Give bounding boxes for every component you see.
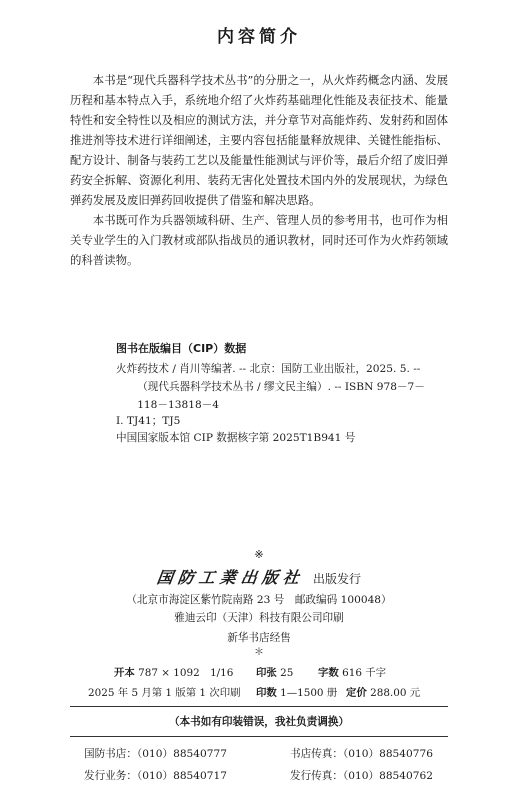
distributor-line: 新华书店经售 [227, 632, 291, 644]
contact-bookstore-fax [290, 746, 433, 761]
contact-label: 书店传真： [290, 748, 343, 760]
publisher-logo: 国防工業出版社 [155, 568, 306, 587]
small-star: ＊ [254, 647, 264, 658]
sheets-label: 印张 [256, 667, 277, 679]
sheets-value: 25 [280, 667, 294, 679]
section-star: ※ [254, 548, 264, 561]
price-label: 定价 [346, 687, 367, 699]
page-title: 内容简介 [217, 27, 301, 47]
contact-label: 发行业务： [84, 770, 137, 782]
contact-value: （010）88540776 [342, 748, 433, 760]
contact-label: 发行传真： [290, 770, 343, 782]
edition-line: 2025 年 5 月第 1 版第 1 次印刷 [88, 687, 241, 699]
divider-top [70, 706, 448, 707]
contact-bookstore [84, 746, 227, 761]
words-label: 字数 [318, 667, 339, 679]
cip-record-text: 火炸药技术 / 肖川等编著. -- 北京：国防工业出版社，2025. 5. --（现代兵器科学技术丛书 / 缪文民主编）. -- ISBN 978－7－118－13818－4 [116, 363, 425, 411]
contact-distribution-fax [290, 768, 433, 783]
intro-text [70, 70, 448, 270]
print-value: 1—1500 册 [280, 687, 338, 699]
contact-value: （010）88540777 [136, 748, 227, 760]
contact-value: （010）88540717 [136, 770, 227, 782]
contact-distribution [84, 768, 227, 783]
format-value: 787 × 1092 1/16 [138, 667, 234, 679]
print-label: 印数 [256, 687, 277, 699]
format-label: 开本 [114, 667, 135, 679]
notice-text: （本书如有印装错误，我社负责调换） [168, 716, 350, 728]
cip-verify-number: 中国国家版本馆 CIP 数据核字第 2025T1B941 号 [116, 432, 356, 444]
publisher-suffix: 出版发行 [313, 572, 362, 586]
price-value: 288.00 元 [370, 687, 421, 699]
cip-heading: 图书在版编目（CIP）数据 [116, 342, 247, 355]
words-value: 616 千字 [342, 667, 387, 679]
printer-line: 雅迪云印（天津）科技有限公司印刷 [174, 612, 344, 624]
cip-record [116, 360, 426, 414]
publisher-row [0, 565, 518, 588]
intro-paragraph-1: 本书是“现代兵器科学技术丛书”的分册之一，从火炸药概念内涵、发展历程和基本特点入手，系统地介绍了火炸药基础理化性能及表征技术、能量特性和安全特性以及相应的测试方法，并分章节对高能炸药、发射药和固体推进剂等技术进行详细阐述，主要内容包括能量释放规律、关键性能指标、配方设计、制备与装药工艺以及能量性能测试与评价等，最后介绍了废旧弹药安全拆解、资源化利用、装药无害化处置技术国内外的发展现状，为绿色弹药发展及废旧弹药回收提供了借鉴和解决思路。 [70, 73, 448, 207]
cip-classification: Ⅰ. TJ41；TJ5 [116, 415, 181, 427]
divider-bottom [70, 736, 448, 737]
publisher-address: （北京市海淀区紫竹院南路 23 号 邮政编码 100048） [126, 594, 392, 606]
contact-label: 国防书店： [84, 748, 137, 760]
contact-value: （010）88540762 [342, 770, 433, 782]
intro-paragraph-2: 本书既可作为兵器领域科研、生产、管理人员的参考用书，也可作为相关专业学生的入门教材或部队指战员的通识教材，同时还可作为火炸药领域的科普读物。 [70, 213, 448, 267]
